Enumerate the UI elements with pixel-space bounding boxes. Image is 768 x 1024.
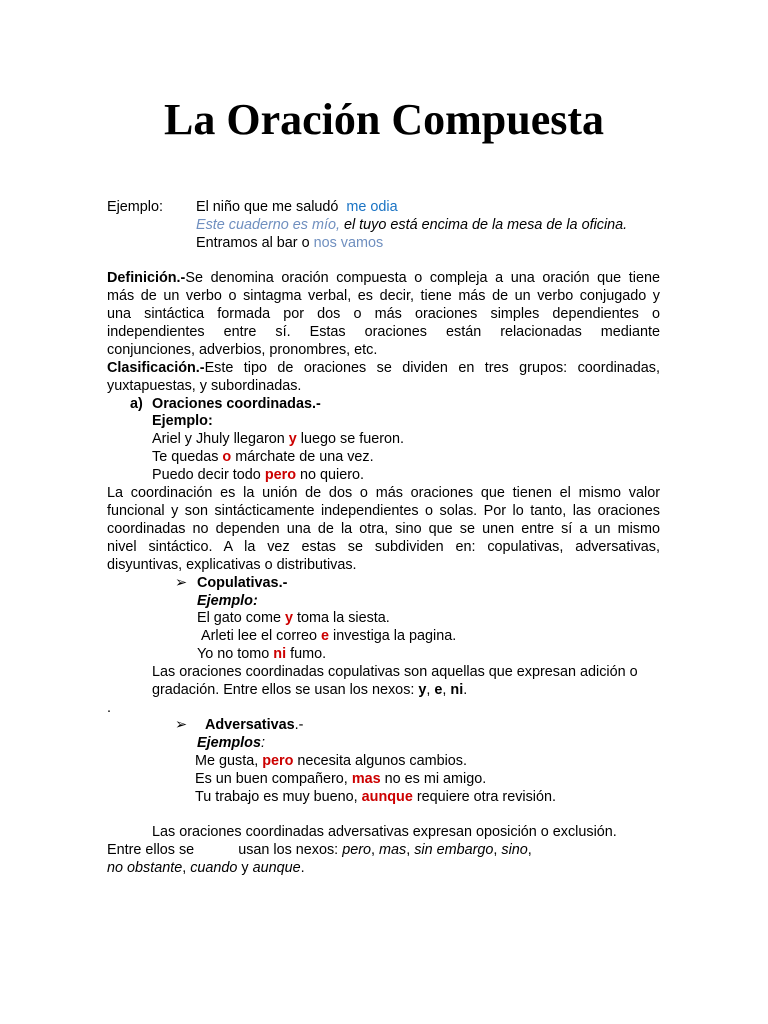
example-text: necesita algunos cambios.: [297, 753, 467, 769]
copulativas-heading-row: [175, 575, 287, 593]
ejemplo-line-3: [196, 235, 383, 253]
coordinadas-paragraph-line-3: coordinadas no dependen una de la otra, sino que se unen entre sí a un mismo: [107, 521, 660, 537]
coordinadas-heading: Oraciones coordinadas.-: [152, 396, 321, 412]
coordinadas-marker: a): [130, 396, 143, 412]
description-text: gradación. Entre ellos se usan los nexos:: [152, 682, 415, 698]
adversativas-description-line-2: Entre ellos se usan los nexos: pero, mas, sin embargo, sino,: [107, 842, 532, 858]
example-text: toma la siesta.: [297, 610, 390, 626]
stray-dot: .: [107, 700, 111, 716]
clasificacion-line-2: yuxtapuestas, y subordinadas.: [107, 378, 302, 394]
coordinadas-example-2: [152, 449, 374, 467]
example-text: Ariel y Jhuly llegaron: [152, 431, 285, 447]
clasificacion-text-1: Este tipo de oraciones se dividen en tres grupos: coordinadas,: [204, 360, 660, 376]
nexo: no obstante: [107, 860, 183, 876]
ejemplo-line-2: [196, 217, 627, 235]
nexo-highlight: ni: [273, 646, 287, 662]
ejemplo-line-1: [196, 199, 398, 217]
copulativas-description-line-2: gradación. Entre ellos se usan los nexos: y, e, ni.: [152, 682, 468, 698]
nexo-highlight: aunque: [361, 789, 413, 805]
example-text: Es un buen compañero,: [195, 771, 348, 787]
ejemplo-line-3-text: Entramos al bar o: [196, 235, 310, 251]
adversativas-example-3: [195, 789, 556, 807]
adversativas-ejemplo-label: Ejemplos: [197, 735, 261, 751]
clasificacion-label: Clasificación.-: [107, 360, 205, 376]
definicion-line-3: una sintáctica formada por dos o más oraciones simples dependientes o: [107, 306, 660, 322]
coordinadas-example-1: [152, 431, 404, 449]
definicion-label: Definición.-: [107, 270, 186, 286]
nexo: y: [418, 682, 427, 698]
example-text: Yo no tomo: [197, 646, 270, 662]
nexo-highlight: mas: [351, 771, 381, 787]
adversativas-example-2: [195, 771, 486, 789]
coordinadas-paragraph-line-4: nivel sintáctico. A la vez estas se subdividen en: copulativas, adversativas,: [107, 539, 660, 555]
definicion-line-4: independientes entre sí. Estas oraciones están relacionadas mediante: [107, 324, 660, 340]
example-text: no quiero.: [300, 467, 365, 483]
coordinadas-paragraph-line-2: funcional y son sintácticamente independientes o solas. Por lo tanto, las oraciones: [107, 503, 660, 519]
nexo: sin embargo: [414, 842, 494, 858]
adversativas-heading: Adversativas: [205, 717, 295, 733]
nexo: pero: [342, 842, 371, 858]
description-text: usan los nexos:: [238, 842, 339, 858]
example-text: Puedo decir todo: [152, 467, 261, 483]
nexo-highlight: y: [288, 431, 297, 447]
clasificacion-line-1: [107, 360, 660, 378]
coordinadas-paragraph-line-1: La coordinación es la unión de dos o más oraciones que tienen el mismo valor: [107, 485, 660, 501]
copulativas-ejemplo-label: Ejemplo:: [197, 593, 258, 609]
ejemplo-label: Ejemplo:: [107, 199, 163, 215]
coordinadas-example-3: [152, 467, 364, 485]
ejemplo-line-1-highlight: me odia: [346, 199, 398, 215]
example-text: no es mi amigo.: [384, 771, 487, 787]
example-text: El gato come: [197, 610, 281, 626]
ejemplo-line-2-text: el tuyo está encima de la mesa de la oficina.: [343, 217, 628, 233]
description-text: Entre ellos se: [107, 842, 195, 858]
copulativas-example-1: [197, 610, 390, 628]
coordinadas-ejemplo-label: Ejemplo:: [152, 413, 213, 429]
nexo: cuando: [190, 860, 238, 876]
nexo: aunque: [252, 860, 301, 876]
definicion-line-1: [107, 270, 660, 288]
ejemplo-line-1-text: El niño que me saludó: [196, 199, 339, 215]
example-text: Me gusta,: [195, 753, 259, 769]
definicion-line-2: más de un verbo o sintagma verbal, es decir, tiene más de un verbo conjugado y: [107, 288, 660, 304]
adversativas-heading-suffix: .-: [294, 717, 304, 733]
nexo: sino: [501, 842, 528, 858]
example-text: investiga la pagina.: [333, 628, 457, 644]
nexo-highlight: e: [320, 628, 329, 644]
example-text: Tu trabajo es muy bueno,: [195, 789, 358, 805]
nexo: e: [434, 682, 443, 698]
example-text: márchate de una vez.: [235, 449, 374, 465]
adversativas-ejemplo-colon: :: [260, 735, 265, 751]
adversativas-description-line-3: no obstante, cuando y aunque.: [107, 860, 305, 876]
example-text: Te quedas: [152, 449, 219, 465]
adversativas-heading-row: [175, 717, 303, 735]
ejemplo-line-2-highlight: Este cuaderno es mío,: [196, 217, 340, 233]
adversativas-ejemplo-row: [197, 735, 265, 753]
copulativas-description-line-1: Las oraciones coordinadas copulativas son aquellas que expresan adición o: [152, 664, 638, 680]
example-text: Arleti lee el correo: [201, 628, 317, 644]
nexo-highlight: y: [285, 610, 294, 626]
ejemplo-line-3-highlight: nos vamos: [313, 235, 384, 251]
copulativas-example-3: [197, 646, 326, 664]
copulativas-example-2: [201, 628, 456, 646]
nexo-highlight: pero: [262, 753, 294, 769]
nexo: ni: [450, 682, 464, 698]
nexo-highlight: pero: [264, 467, 296, 483]
example-text: fumo.: [290, 646, 327, 662]
definicion-text-1: Se denomina oración compuesta o compleja a una oración que tiene: [185, 270, 660, 286]
copulativas-heading: Copulativas.-: [197, 575, 288, 591]
nexo-highlight: o: [222, 449, 232, 465]
example-text: luego se fueron.: [300, 431, 405, 447]
arrow-bullet-icon: ➢: [175, 717, 188, 733]
adversativas-description-line-1: Las oraciones coordinadas adversativas expresan oposición o exclusión.: [152, 824, 617, 840]
adversativas-example-1: [195, 753, 467, 771]
example-text: requiere otra revisión.: [416, 789, 557, 805]
definicion-line-5: conjunciones, adverbios, pronombres, etc.: [107, 342, 378, 358]
page-title: La Oración Compuesta: [164, 95, 604, 144]
arrow-bullet-icon: ➢: [175, 575, 188, 591]
coordinadas-paragraph-line-5: disyuntivas, explicativas o distributivas.: [107, 557, 357, 573]
nexo: mas: [379, 842, 407, 858]
